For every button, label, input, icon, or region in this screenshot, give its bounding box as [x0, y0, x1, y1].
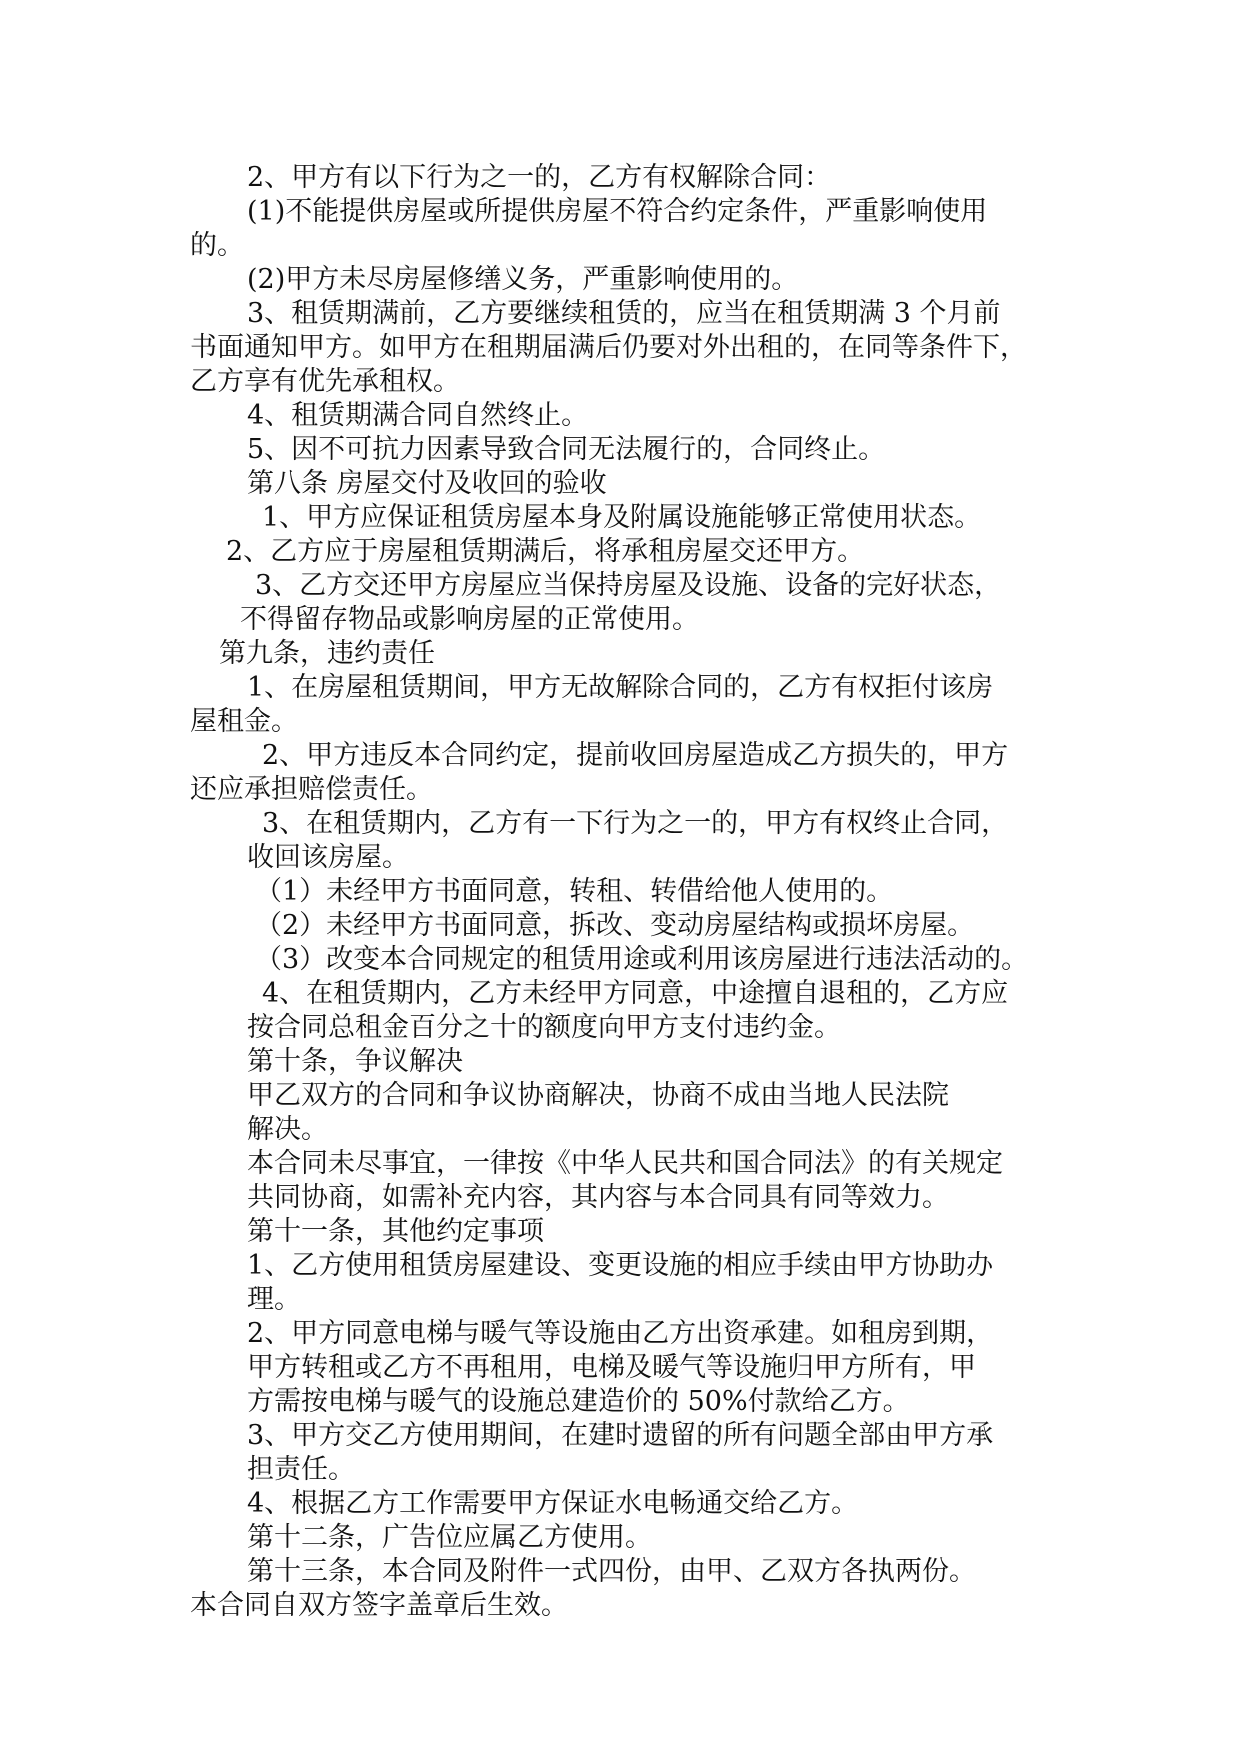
text-line: （1）未经甲方书面同意，转租、转借给他人使用的。: [255, 876, 894, 907]
section-heading: 第十三条，本合同及附件一式四份，由甲、乙双方各执两份。: [247, 1556, 976, 1587]
text-line: 5、因不可抗力因素导致合同无法履行的，合同终止。: [247, 434, 886, 465]
text-line: 书面通知甲方。如甲方在租期届满后仍要对外出租的，在同等条件下，: [190, 332, 1027, 363]
text-line: 4、在租赁期内，乙方未经甲方同意，中途擅自退租的，乙方应: [262, 978, 1009, 1009]
text-line: 1、乙方使用租赁房屋建设、变更设施的相应手续由甲方协助办: [247, 1250, 994, 1281]
text-line: 解决。: [247, 1114, 328, 1145]
text-line: 1、甲方应保证租赁房屋本身及附属设施能够正常使用状态。: [262, 502, 982, 533]
text-line: (2)甲方未尽房屋修缮义务，严重影响使用的。: [247, 264, 799, 295]
text-line: 2、乙方应于房屋租赁期满后，将承租房屋交还甲方。: [226, 536, 865, 567]
text-line: 甲方转租或乙方不再租用，电梯及暖气等设施归甲方所有，甲: [247, 1352, 976, 1383]
text-line: 4、根据乙方工作需要甲方保证水电畅通交给乙方。: [247, 1488, 859, 1519]
text-line: 本合同自双方签字盖章后生效。: [190, 1590, 568, 1621]
text-line: 3、甲方交乙方使用期间，在建时遗留的所有问题全部由甲方承: [247, 1420, 994, 1451]
text-line: 2、甲方违反本合同约定，提前收回房屋造成乙方损失的，甲方: [262, 740, 1009, 771]
text-line: 不得留存物品或影响房屋的正常使用。: [240, 604, 699, 635]
text-line: 甲乙双方的合同和争议协商解决，协商不成由当地人民法院: [247, 1080, 949, 1111]
section-heading: 第九条，违约责任: [219, 638, 435, 669]
text-line: 1、在房屋租赁期间，甲方无故解除合同的，乙方有权拒付该房: [247, 672, 994, 703]
text-line: 乙方享有优先承租权。: [190, 366, 460, 397]
text-line: (1)不能提供房屋或所提供房屋不符合约定条件，严重影响使用: [247, 196, 988, 227]
text-line: 3、乙方交还甲方房屋应当保持房屋及设施、设备的完好状态，: [255, 570, 1002, 601]
text-line: 3、在租赁期内，乙方有一下行为之一的，甲方有权终止合同，: [262, 808, 1009, 839]
text-line: 2、甲方同意电梯与暖气等设施由乙方出资承建。如租房到期，: [247, 1318, 994, 1349]
text-line: 理。: [247, 1284, 301, 1315]
text-line: 3、租赁期满前，乙方要继续租赁的，应当在租赁期满 3 个月前: [247, 298, 1001, 329]
text-line: 本合同未尽事宜，一律按《中华人民共和国合同法》的有关规定: [247, 1148, 1003, 1179]
section-heading: 第十二条，广告位应属乙方使用。: [247, 1522, 652, 1553]
text-line: 共同协商，如需补充内容，其内容与本合同具有同等效力。: [247, 1182, 949, 1213]
text-line: 担责任。: [247, 1454, 355, 1485]
section-heading: 第十一条，其他约定事项: [247, 1216, 544, 1247]
text-line: 收回该房屋。: [247, 842, 409, 873]
text-line: 按合同总租金百分之十的额度向甲方支付违约金。: [247, 1012, 841, 1043]
section-heading: 第八条 房屋交付及收回的验收: [247, 468, 607, 499]
text-line: （3）改变本合同规定的租赁用途或利用该房屋进行违法活动的。: [255, 944, 1029, 975]
text-line: 方需按电梯与暖气的设施总建造价的 50%付款给乙方。: [247, 1386, 910, 1417]
text-line: 2、甲方有以下行为之一的，乙方有权解除合同：: [247, 162, 832, 193]
text-line: 还应承担赔偿责任。: [190, 774, 433, 805]
text-line: （2）未经甲方书面同意，拆改、变动房屋结构或损坏房屋。: [255, 910, 975, 941]
text-line: 的。: [190, 230, 244, 261]
text-line: 4、租赁期满合同自然终止。: [247, 400, 589, 431]
section-heading: 第十条，争议解决: [247, 1046, 463, 1077]
text-line: 屋租金。: [190, 706, 298, 737]
